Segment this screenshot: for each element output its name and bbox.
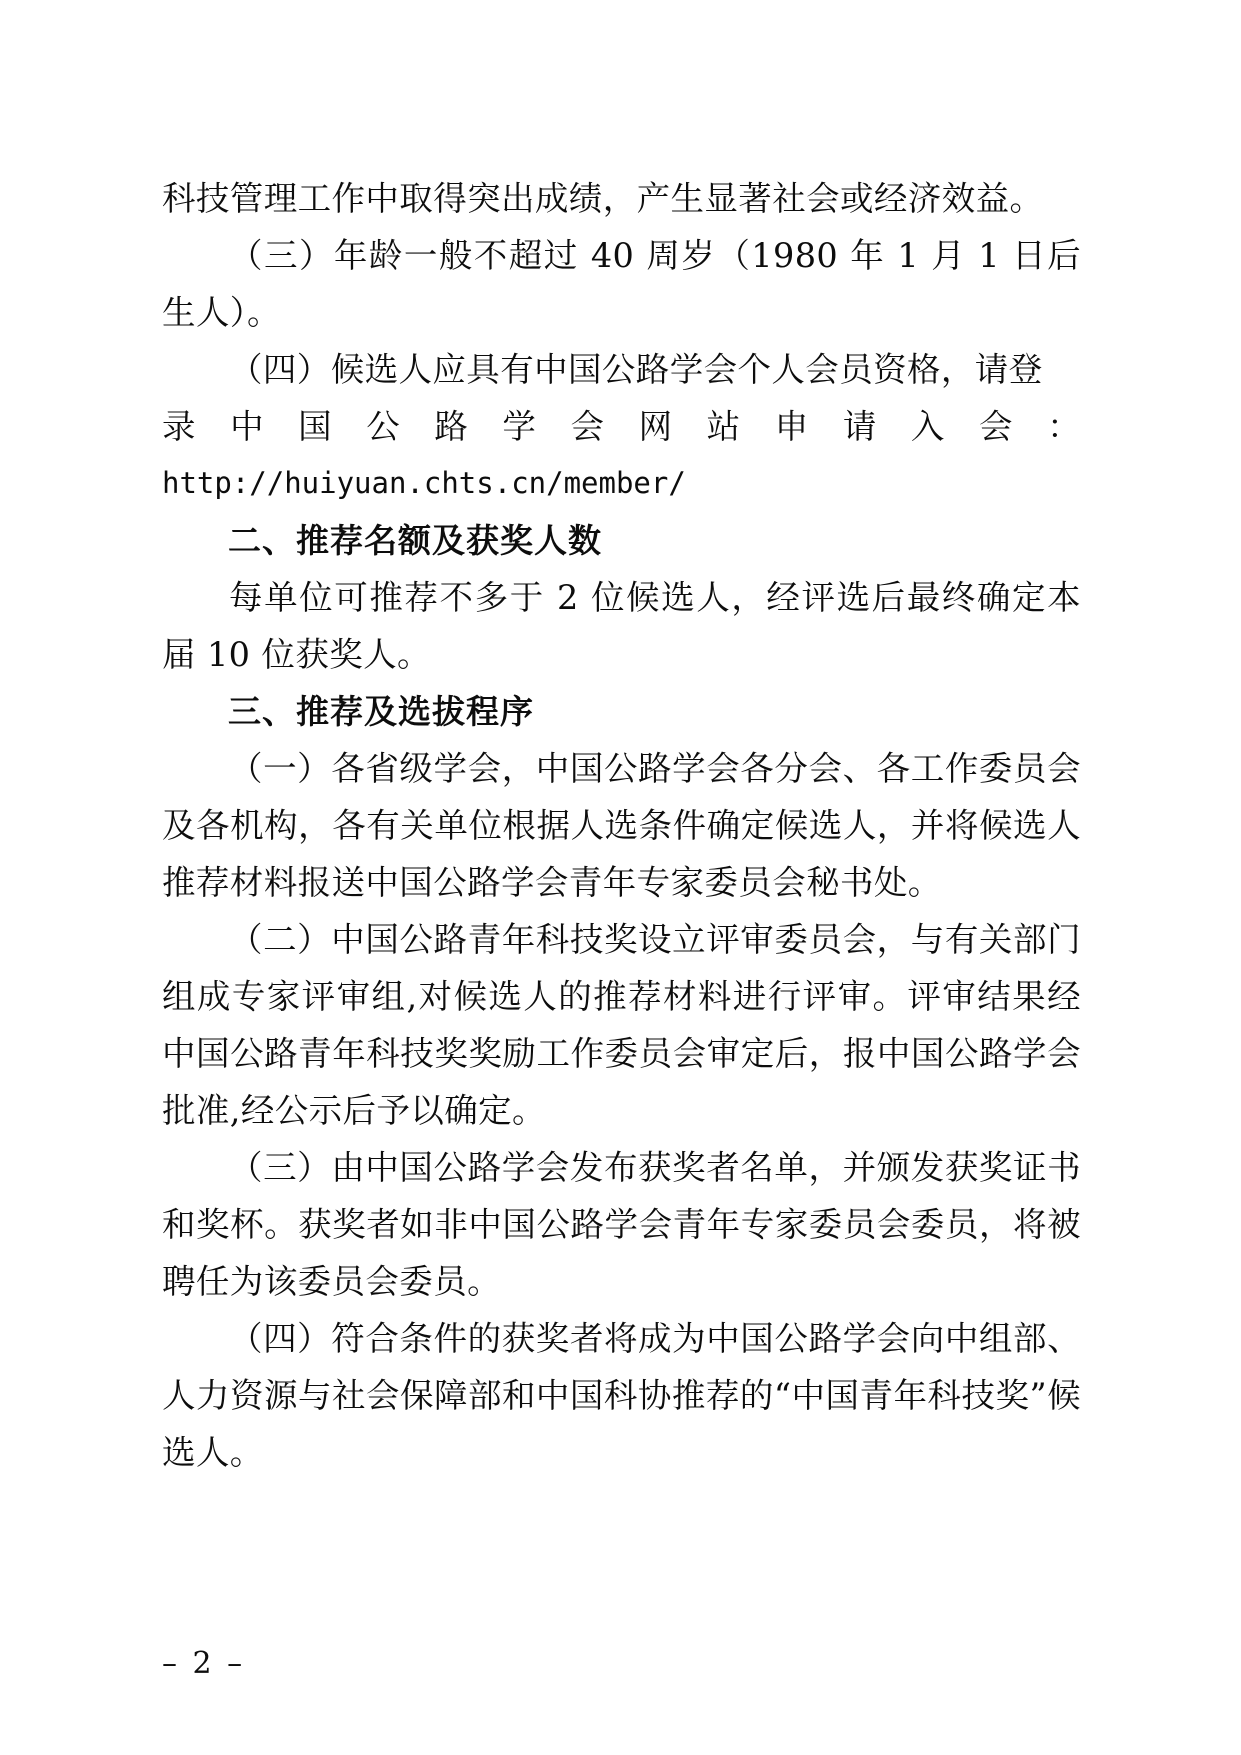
- section-heading-two: 二、推荐名额及获奖人数: [228, 521, 602, 560]
- paragraph-continuation: 科技管理工作中取得突出成绩，产生显著社会或经济效益。: [162, 179, 1044, 218]
- document-body: [162, 170, 1081, 1481]
- paragraph-age-requirement: （三）年龄一般不超过 40 周岁（1980 年 1 月 1 日后生人）。: [162, 236, 1081, 332]
- membership-url: http://huiyuan.chts.cn/member/: [162, 466, 686, 500]
- paragraph-membership-requirement: （四）候选人应具有中国公路学会个人会员资格，请登: [229, 350, 1043, 389]
- paragraph-procedure-one: （一）各省级学会，中国公路学会各分会、各工作委员会及各机构，各有关单位根据人选条件确定候选人，并将候选人推荐材料报送中国公路学会青年专家委员会秘书处。: [162, 749, 1081, 902]
- paragraph-procedure-three: （三）由中国公路学会发布获奖者名单，并颁发获奖证书和奖杯。获奖者如非中国公路学会青年专家委员会委员，将被聘任为该委员会委员。: [162, 1148, 1081, 1301]
- paragraph-procedure-two: （二）中国公路青年科技奖设立评审委员会，与有关部门组成专家评审组,对候选人的推荐材料进行评审。评审结果经中国公路青年科技奖奖励工作委员会审定后，报中国公路学会批准,经公示后予以确定。: [162, 920, 1081, 1130]
- page-number: – 2 –: [162, 1646, 246, 1681]
- paragraph-membership-requirement-line2: 录中国公路学会网站申请入会：: [162, 407, 1081, 446]
- section-heading-three: 三、推荐及选拔程序: [228, 692, 534, 731]
- paragraph-quota: 每单位可推荐不多于 2 位候选人，经评选后最终确定本届 10 位获奖人。: [162, 578, 1081, 674]
- paragraph-procedure-four: （四）符合条件的获奖者将成为中国公路学会向中组部、人力资源与社会保障部和中国科协推荐的“中国青年科技奖”候选人。: [162, 1319, 1081, 1472]
